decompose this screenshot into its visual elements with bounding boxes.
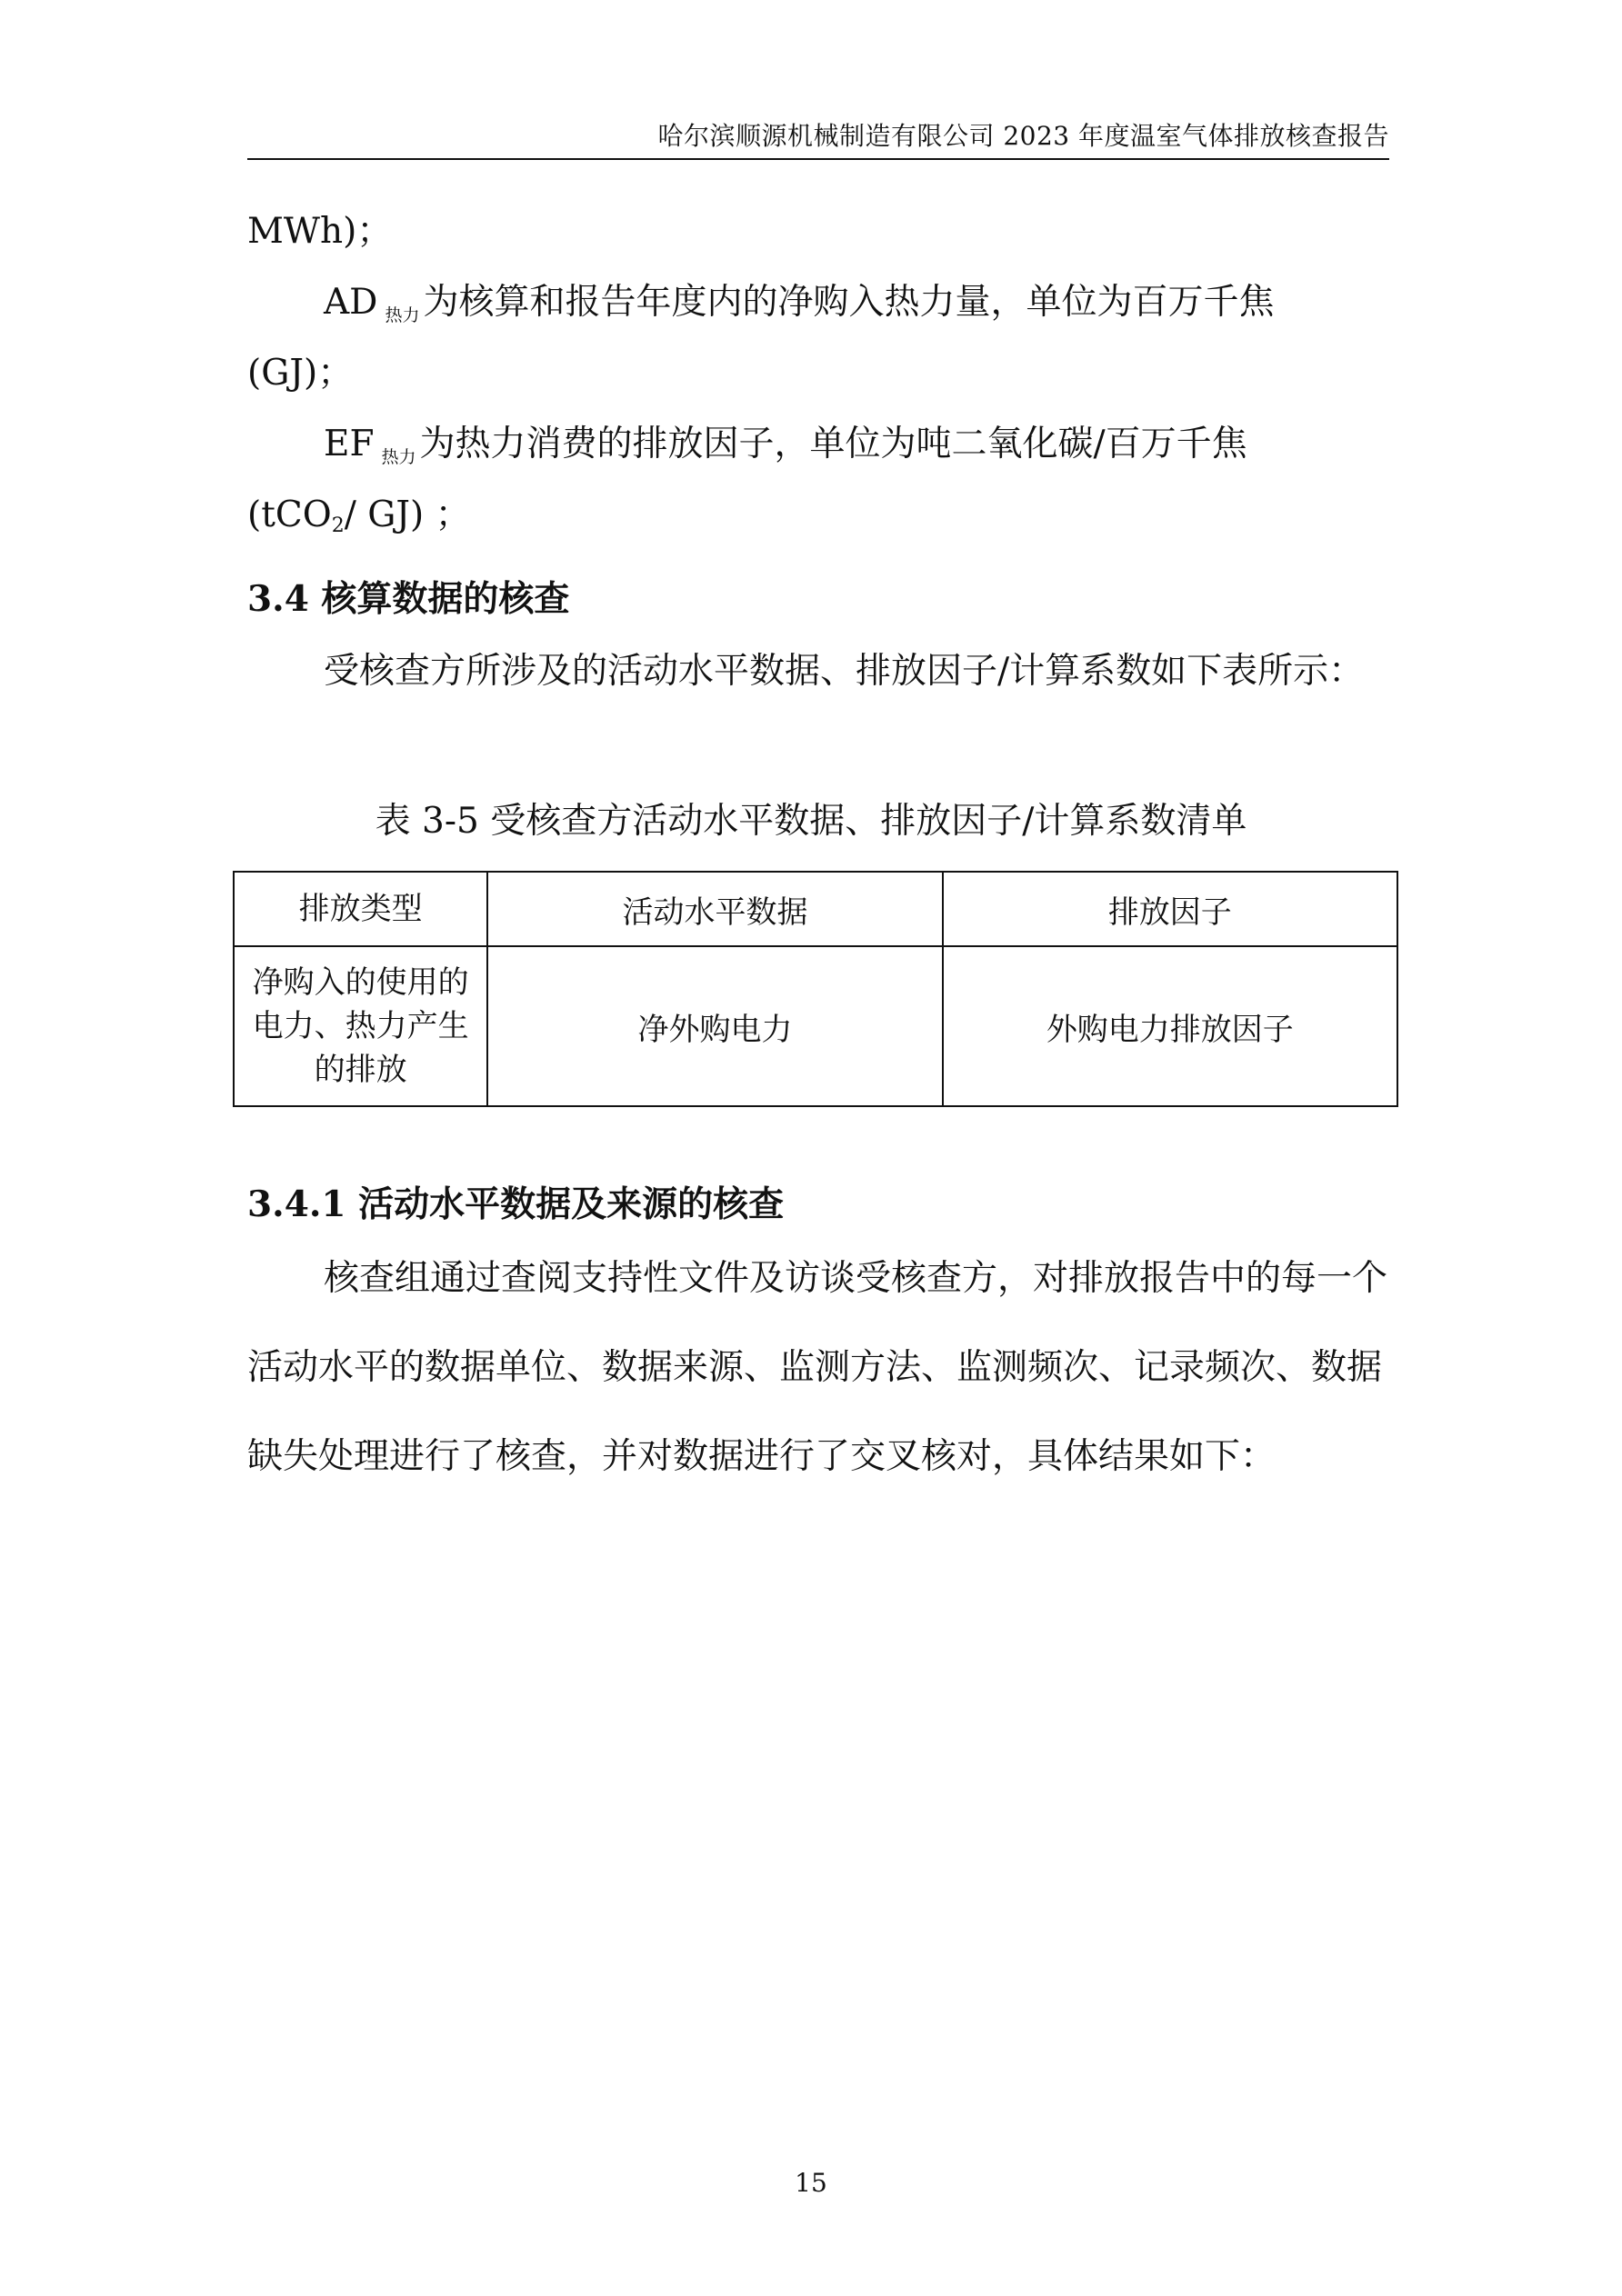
tco2-suffix: / GJ) ； [344, 494, 471, 535]
table-header-cell: 排放类型 [234, 872, 487, 946]
table-caption: 表 3-5 受核查方活动水平数据、排放因子/计算系数清单 [375, 801, 1247, 842]
gj-line: (GJ)； [247, 353, 354, 394]
table-cell-activity-data: 净外购电力 [487, 946, 942, 1106]
section-heading-3-4: 3.4 核算数据的核查 [247, 578, 570, 620]
section-3-4-paragraph: 受核查方所涉及的活动水平数据、排放因子/计算系数如下表所示： [324, 651, 1365, 692]
header-divider [247, 158, 1389, 160]
ef-description: 为热力消费的排放因子，单位为吨二氧化碳/百万千焦 [419, 424, 1247, 464]
table-header-cell: 活动水平数据 [487, 872, 942, 946]
page-number: 15 [795, 2168, 827, 2198]
line-mwh: MWh)； [247, 211, 393, 252]
table-header-cell: 排放因子 [943, 872, 1397, 946]
table-cell-emission-factor: 外购电力排放因子 [943, 946, 1397, 1106]
tco2-prefix: (tCO [247, 494, 332, 535]
table-header-row [234, 872, 1397, 946]
ad-symbol: AD [324, 282, 378, 323]
tco2-line [247, 471, 1389, 565]
running-header: 哈尔滨顺源机械制造有限公司 2023 年度温室气体排放核查报告 [657, 121, 1389, 151]
emission-data-table [233, 871, 1398, 1107]
tco2-subscript: 2 [331, 514, 345, 537]
ef-symbol: EF [324, 424, 375, 464]
section-3-4-1-paragraph: 核查组通过查阅支持性文件及访谈受核查方，对排放报告中的每一个活动水平的数据单位、数据来源、监测方法、监测频次、记录频次、数据缺失处理进行了核查，并对数据进行了交叉核对，具体结果如下： [247, 1258, 1388, 1477]
table-row [234, 946, 1397, 1106]
table-cell-emission-type: 净购入的使用的电力、热力产生的排放 [234, 946, 487, 1106]
section-heading-3-4-1: 3.4.1 活动水平数据及来源的核查 [247, 1183, 785, 1225]
ef-subscript: 热力 [381, 447, 416, 467]
ad-description: 为核算和报告年度内的净购入热力量，单位为百万千焦 [423, 282, 1275, 323]
ad-subscript: 热力 [385, 305, 420, 325]
